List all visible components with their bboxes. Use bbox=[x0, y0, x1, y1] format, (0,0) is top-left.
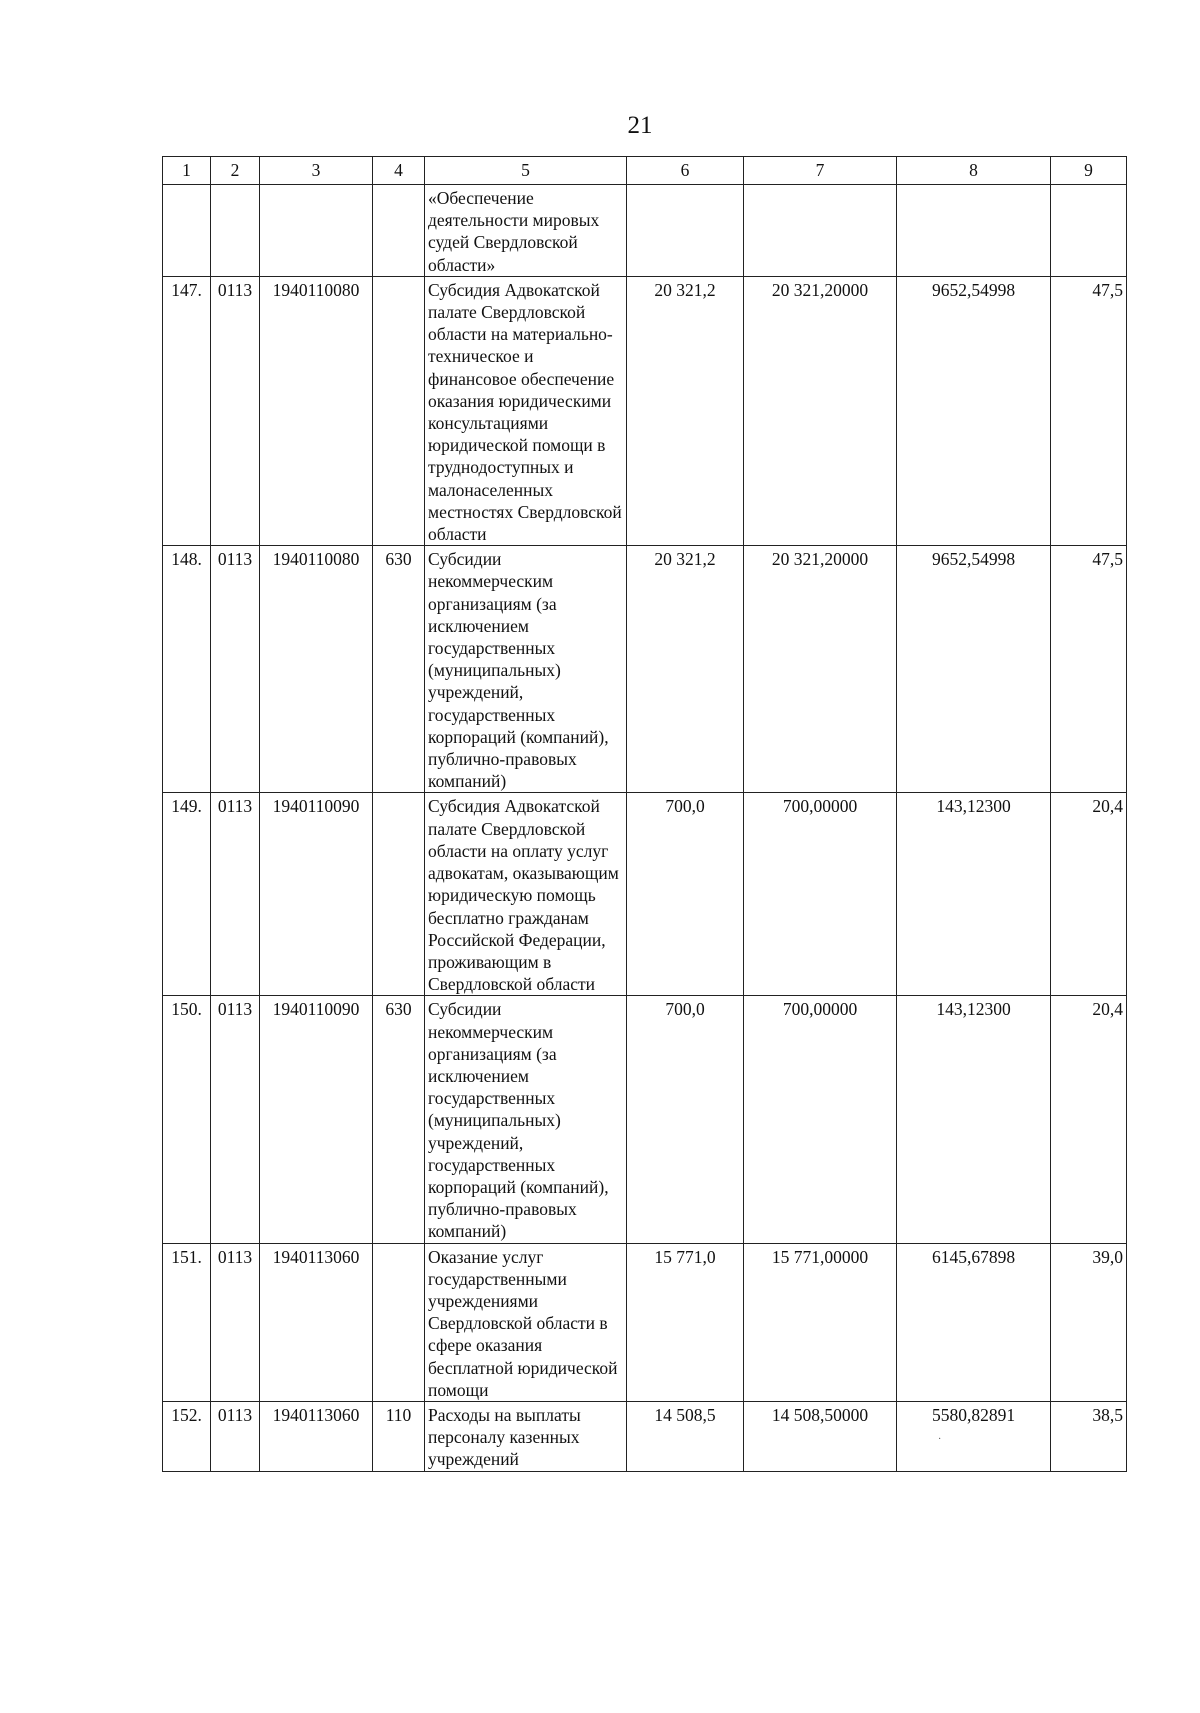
expense-type-cell bbox=[373, 185, 425, 277]
row-number-cell: 151. bbox=[163, 1243, 211, 1401]
column-header-5: 5 bbox=[425, 157, 627, 185]
target-article-cell: 1940110080 bbox=[260, 546, 373, 793]
column-header-7: 7 bbox=[744, 157, 897, 185]
page-number: 21 bbox=[627, 112, 653, 139]
budget-allocation-cell: 15 771,00000 bbox=[744, 1243, 897, 1401]
column-header-9: 9 bbox=[1051, 157, 1127, 185]
row-number-cell: 152. bbox=[163, 1401, 211, 1471]
execution-percent-cell bbox=[1051, 185, 1127, 277]
executed-amount-cell: 143,12300 bbox=[897, 996, 1051, 1243]
item-name-cell: Расходы на выплаты персоналу казенных учреждений bbox=[425, 1401, 627, 1471]
executed-amount-cell: 9652,54998 bbox=[897, 546, 1051, 793]
execution-percent-cell: 47,5 bbox=[1051, 276, 1127, 545]
budget-allocation-cell bbox=[744, 185, 897, 277]
approved-amount-cell: 700,0 bbox=[627, 996, 744, 1243]
target-article-cell: 1940113060 bbox=[260, 1243, 373, 1401]
section-code-cell: 0113 bbox=[211, 793, 260, 996]
table-header bbox=[163, 157, 1127, 185]
expense-type-cell bbox=[373, 793, 425, 996]
executed-amount-cell: 5580,82891 bbox=[897, 1401, 1051, 1471]
column-header-1: 1 bbox=[163, 157, 211, 185]
budget-allocation-cell: 20 321,20000 bbox=[744, 546, 897, 793]
table-row bbox=[163, 276, 1127, 545]
expense-type-cell: 630 bbox=[373, 546, 425, 793]
table-row bbox=[163, 793, 1127, 996]
executed-amount-cell: 9652,54998 bbox=[897, 276, 1051, 545]
budget-allocation-cell: 14 508,50000 bbox=[744, 1401, 897, 1471]
item-name-cell: Субсидии некоммерческим организациям (за исключением государственных (муниципальных) учреждений, государственных корпораций (компаний), публично-правовых компаний) bbox=[425, 996, 627, 1243]
table-row bbox=[163, 1243, 1127, 1401]
approved-amount-cell bbox=[627, 185, 744, 277]
row-number-cell: 150. bbox=[163, 996, 211, 1243]
scan-artifact-dot: · bbox=[938, 1434, 942, 1445]
column-header-6: 6 bbox=[627, 157, 744, 185]
item-name-cell: Субсидия Адвокатской палате Свердловской области на оплату услуг адвокатам, оказывающим юридическую помощь бесплатно гражданам Российской Федерации, проживающим в Свердловской области bbox=[425, 793, 627, 996]
executed-amount-cell: 6145,67898 bbox=[897, 1243, 1051, 1401]
item-name-cell: Субсидия Адвокатской палате Свердловской области на материально-техническое и финансовое обеспечение оказания юридическими консультациями юридической помощи в труднодоступных и малонаселенных местностях Свердловской области bbox=[425, 276, 627, 545]
executed-amount-cell bbox=[897, 185, 1051, 277]
target-article-cell: 1940113060 bbox=[260, 1401, 373, 1471]
approved-amount-cell: 700,0 bbox=[627, 793, 744, 996]
execution-percent-cell: 20,4 bbox=[1051, 996, 1127, 1243]
execution-percent-cell: 47,5 bbox=[1051, 546, 1127, 793]
section-code-cell: 0113 bbox=[211, 1243, 260, 1401]
budget-allocation-cell: 700,00000 bbox=[744, 793, 897, 996]
target-article-cell: 1940110080 bbox=[260, 276, 373, 545]
approved-amount-cell: 20 321,2 bbox=[627, 276, 744, 545]
row-number-cell bbox=[163, 185, 211, 277]
approved-amount-cell: 15 771,0 bbox=[627, 1243, 744, 1401]
section-code-cell: 0113 bbox=[211, 276, 260, 545]
section-code-cell: 0113 bbox=[211, 546, 260, 793]
budget-allocation-cell: 700,00000 bbox=[744, 996, 897, 1243]
column-header-2: 2 bbox=[211, 157, 260, 185]
row-number-cell: 148. bbox=[163, 546, 211, 793]
target-article-cell bbox=[260, 185, 373, 277]
section-code-cell bbox=[211, 185, 260, 277]
column-header-4: 4 bbox=[373, 157, 425, 185]
column-header-3: 3 bbox=[260, 157, 373, 185]
execution-percent-cell: 39,0 bbox=[1051, 1243, 1127, 1401]
expense-type-cell: 110 bbox=[373, 1401, 425, 1471]
table-row bbox=[163, 1401, 1127, 1471]
section-code-cell: 0113 bbox=[211, 996, 260, 1243]
table-row bbox=[163, 546, 1127, 793]
expense-type-cell: 630 bbox=[373, 996, 425, 1243]
column-header-8: 8 bbox=[897, 157, 1051, 185]
table-body bbox=[163, 185, 1127, 1472]
table-row bbox=[163, 996, 1127, 1243]
section-code-cell: 0113 bbox=[211, 1401, 260, 1471]
execution-percent-cell: 20,4 bbox=[1051, 793, 1127, 996]
table-row bbox=[163, 185, 1127, 277]
item-name-cell: Субсидии некоммерческим организациям (за исключением государственных (муниципальных) учреждений, государственных корпораций (компаний), публично-правовых компаний) bbox=[425, 546, 627, 793]
execution-percent-cell: 38,5 bbox=[1051, 1401, 1127, 1471]
executed-amount-cell: 143,12300 bbox=[897, 793, 1051, 996]
header-row bbox=[163, 157, 1127, 185]
target-article-cell: 1940110090 bbox=[260, 996, 373, 1243]
expense-type-cell bbox=[373, 1243, 425, 1401]
target-article-cell: 1940110090 bbox=[260, 793, 373, 996]
item-name-cell: «Обеспечение деятельности мировых судей Свердловской области» bbox=[425, 185, 627, 277]
budget-table bbox=[162, 156, 1127, 1472]
approved-amount-cell: 14 508,5 bbox=[627, 1401, 744, 1471]
approved-amount-cell: 20 321,2 bbox=[627, 546, 744, 793]
item-name-cell: Оказание услуг государственными учреждениями Свердловской области в сфере оказания бесплатной юридической помощи bbox=[425, 1243, 627, 1401]
row-number-cell: 147. bbox=[163, 276, 211, 545]
row-number-cell: 149. bbox=[163, 793, 211, 996]
expense-type-cell bbox=[373, 276, 425, 545]
budget-allocation-cell: 20 321,20000 bbox=[744, 276, 897, 545]
